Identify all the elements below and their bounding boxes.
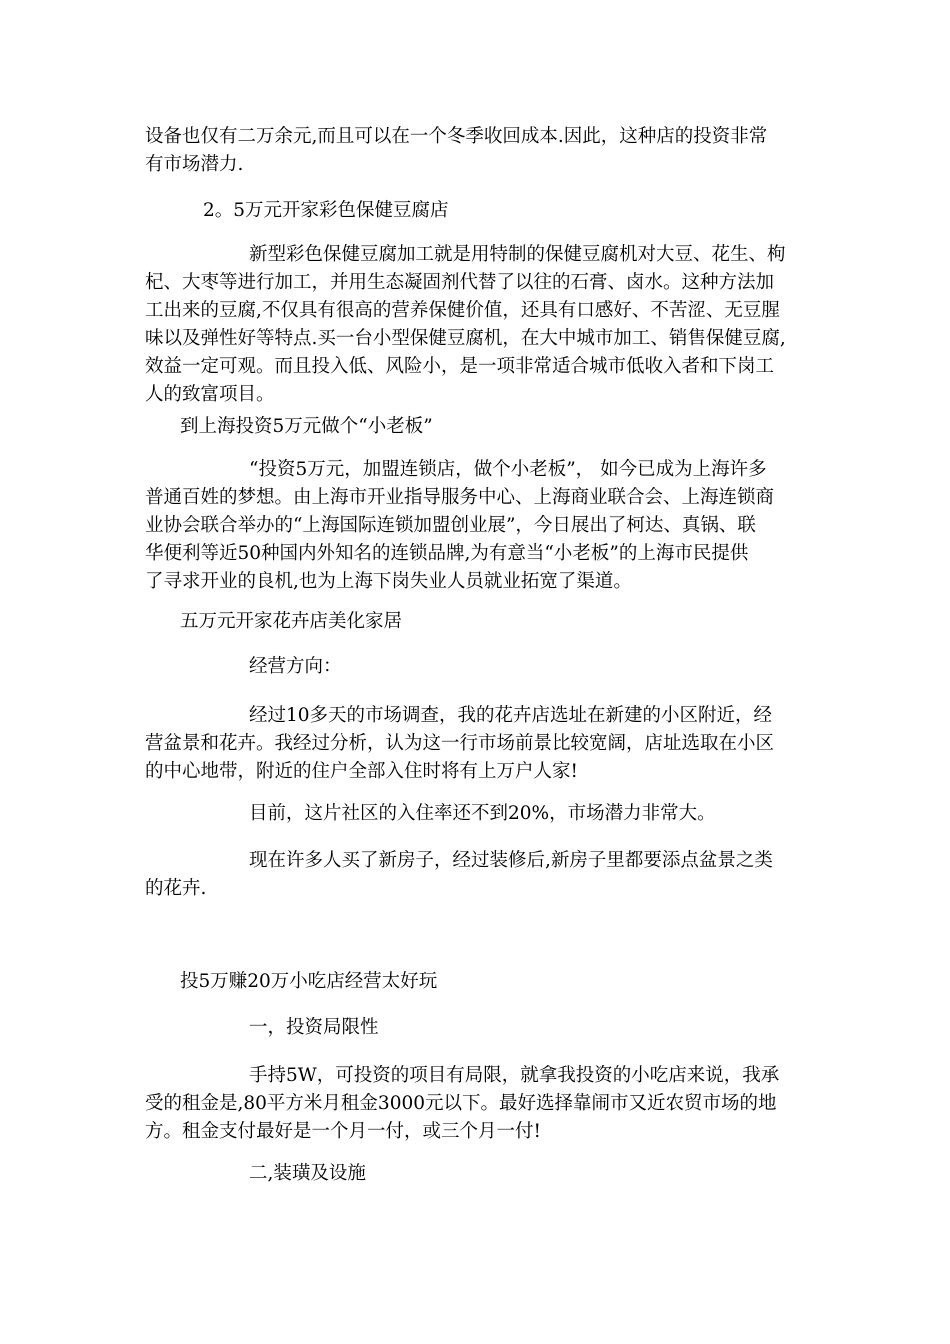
- text-line: 杞、大枣等进行加工，并用生态凝固剂代替了以往的石膏、卤水。这种方法加: [145, 272, 775, 293]
- paragraph-shanghai: [145, 456, 774, 596]
- text-line: 有市场潜力.: [145, 154, 244, 175]
- paragraph-tofu: [145, 241, 786, 409]
- text-line: 现在许多人买了新房子，经过装修后,新房子里都要添点盆景之类: [249, 850, 773, 871]
- text-line: 新型彩色保健豆腐加工就是用特制的保健豆腐机对大豆、花生、枸: [249, 244, 786, 265]
- text-line: 人的致富项目。: [145, 384, 275, 405]
- text-line: 营盆景和花卉。我经过分析，认为这一行市场前景比较宽阔，店址选取在小区: [145, 733, 775, 754]
- subheading-snack-1: [249, 1014, 379, 1042]
- text-line: “投资5万元，加盟连锁店，做个小老板”， 如今已成为上海许多: [249, 459, 767, 480]
- paragraph-flower-1: [145, 702, 774, 786]
- text-line: 经过10多天的市场调查，我的花卉店选址在新建的小区附近，经: [249, 705, 773, 726]
- text-line: 了寻求开业的良机,也为上海下岗失业人员就业拓宽了渠道。: [145, 571, 632, 592]
- text-line: 的中心地带，附近的住户全部入住时将有上万户人家!: [145, 761, 578, 782]
- text-line: 味以及弹性好等特点.买一台小型保健豆腐机，在大中城市加工、销售保健豆腐,: [145, 328, 786, 349]
- section-heading-tofu: [203, 197, 449, 225]
- text-line: 方。租金支付最好是一个月一付，或三个月一付!: [145, 1121, 541, 1142]
- subheading-text: 经营方向：: [249, 656, 342, 677]
- subheading-text: 一，投资局限性: [249, 1017, 379, 1038]
- text-line: 设备也仅有二万余元,而且可以在一个冬季收回成本.因此，这种店的投资非常: [145, 126, 768, 147]
- intro-paragraph: [145, 123, 767, 179]
- text-line: 华便利等近50种国内外知名的连锁品牌,为有意当“小老板”的上海市民提供: [145, 543, 749, 564]
- text-line: 手持5W，可投资的项目有局限，就拿我投资的小吃店来说，我承: [249, 1065, 780, 1086]
- text-line: 效益一定可观。而且投入低、风险小，是一项非常适合城市低收入者和下岗工: [145, 356, 775, 377]
- section-heading-shanghai: [180, 413, 433, 441]
- heading-text: 2。5万元开家彩色保健豆腐店: [203, 200, 449, 221]
- text-line: 的花卉.: [145, 878, 207, 899]
- subheading-snack-2: [249, 1160, 366, 1188]
- subheading-text: 二,装璜及设施: [249, 1163, 366, 1184]
- section-heading-flower: [180, 608, 402, 636]
- text-line: 普通百姓的梦想。由上海市开业指导服务中心、上海商业联合会、上海连锁商: [145, 487, 775, 508]
- subheading-flower: [249, 653, 342, 681]
- section-heading-snack: [180, 968, 437, 996]
- paragraph-flower-2: [249, 800, 716, 828]
- heading-text: 五万元开家花卉店美化家居: [180, 611, 403, 632]
- paragraph-flower-3: [145, 847, 773, 903]
- paragraph-snack-1: [145, 1062, 779, 1146]
- text-line: 业协会联合举办的“上海国际连锁加盟创业展”，今日展出了柯达、真锅、联: [145, 515, 756, 536]
- text-line: 受的租金是,80平方米月租金3000元以下。最好选择靠闹市又近农贸市场的地: [145, 1093, 777, 1114]
- heading-text: 到上海投资5万元做个“小老板”: [180, 416, 433, 437]
- heading-text: 投5万赚20万小吃店经营太好玩: [180, 971, 438, 992]
- text-line: 目前，这片社区的入住率还不到20%，市场潜力非常大。: [249, 803, 716, 824]
- text-line: 工出来的豆腐,不仅具有很高的营养保健价值，还具有口感好、不苦涩、无豆腥: [145, 300, 780, 321]
